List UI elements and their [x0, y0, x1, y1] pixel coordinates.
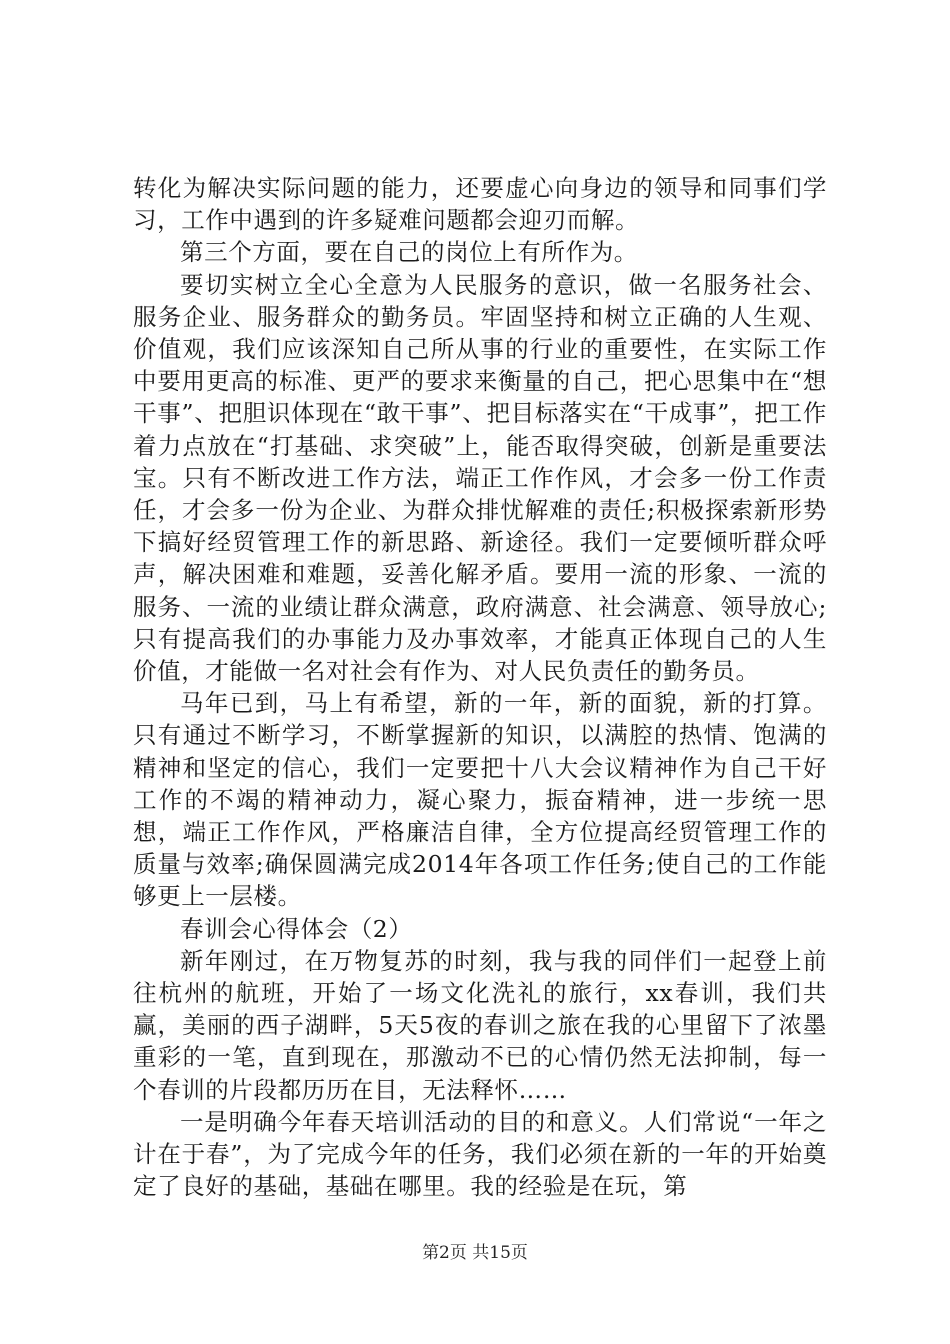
paragraph-horse-year: 马年已到，马上有希望，新的一年，新的面貌，新的打算。只有通过不断学习，不断掌握新的知识，以满腔的热情、饱满的精神和坚定的信心，我们一定要把十八大会议精神作为自己干好工作的不竭的精神动力，凝心聚力，振奋精神，进一步统一思想，端正工作作风，严格廉洁自律，全方位提高经贸管理工作的质量与效率;确保圆满完成2014年各项工作任务;使自己的工作能够更上一层楼。	[133, 689, 827, 911]
paragraph-service-awareness: 要切实树立全心全意为人民服务的意识，做一名服务社会、服务企业、服务群众的勤务员。牢固坚持和树立正确的人生观、价值观，我们应该深知自己所从事的行业的重要性，在实际工作中要用更高的标准、更严的要求来衡量的自己，把心思集中在“想干事”、把胆识体现在“敢干事”、把目标落实在“干成事”，把工作着力点放在“打基础、求突破”上，能否取得突破，创新是重要法宝。只有不断改进工作方法，端正工作作风，才会多一份工作责任，才会多一份为企业、为群众排忧解难的责任;积极探索新形势下搞好经贸管理工作的新思路、新途径。我们一定要倾听群众呼声，解决困难和难题，妥善化解矛盾。要用一流的形象、一流的服务、一流的业绩让群众满意，政府满意、社会满意、领导放心;只有提高我们的办事能力及办事效率，才能真正体现自己的人生价值，才能做一名对社会有作为、对人民负责任的勤务员。	[133, 270, 827, 686]
document-body	[133, 172, 827, 1203]
paragraph-new-year-trip: 新年刚过，在万物复苏的时刻，我与我的同伴们一起登上前往杭州的航班，开始了一场文化洗礼的旅行，xx春训，我们共赢，美丽的西子湖畔，5天5夜的春训之旅在我的心里留下了浓墨重彩的一笔，直到现在，那激动不已的心情仍然无法抑制，每一个春训的片段都历历在目，无法释怀……	[133, 946, 827, 1104]
paragraph-training-purpose: 一是明确今年春天培训活动的目的和意义。人们常说“一年之计在于春”，为了完成今年的任务，我们必须在新的一年的开始奠定了良好的基础，基础在哪里。我的经验是在玩，第	[133, 1107, 827, 1201]
section-title: 春训会心得体会（2）	[180, 914, 413, 943]
page-number-footer: 第2页 共15页	[422, 1243, 528, 1263]
paragraph-section-three-heading: 第三个方面，要在自己的岗位上有所作为。	[180, 238, 638, 267]
paragraph-continued: 转化为解决实际问题的能力，还要虚心向身边的领导和同事们学习，工作中遇到的许多疑难问题都会迎刃而解。	[133, 174, 827, 235]
